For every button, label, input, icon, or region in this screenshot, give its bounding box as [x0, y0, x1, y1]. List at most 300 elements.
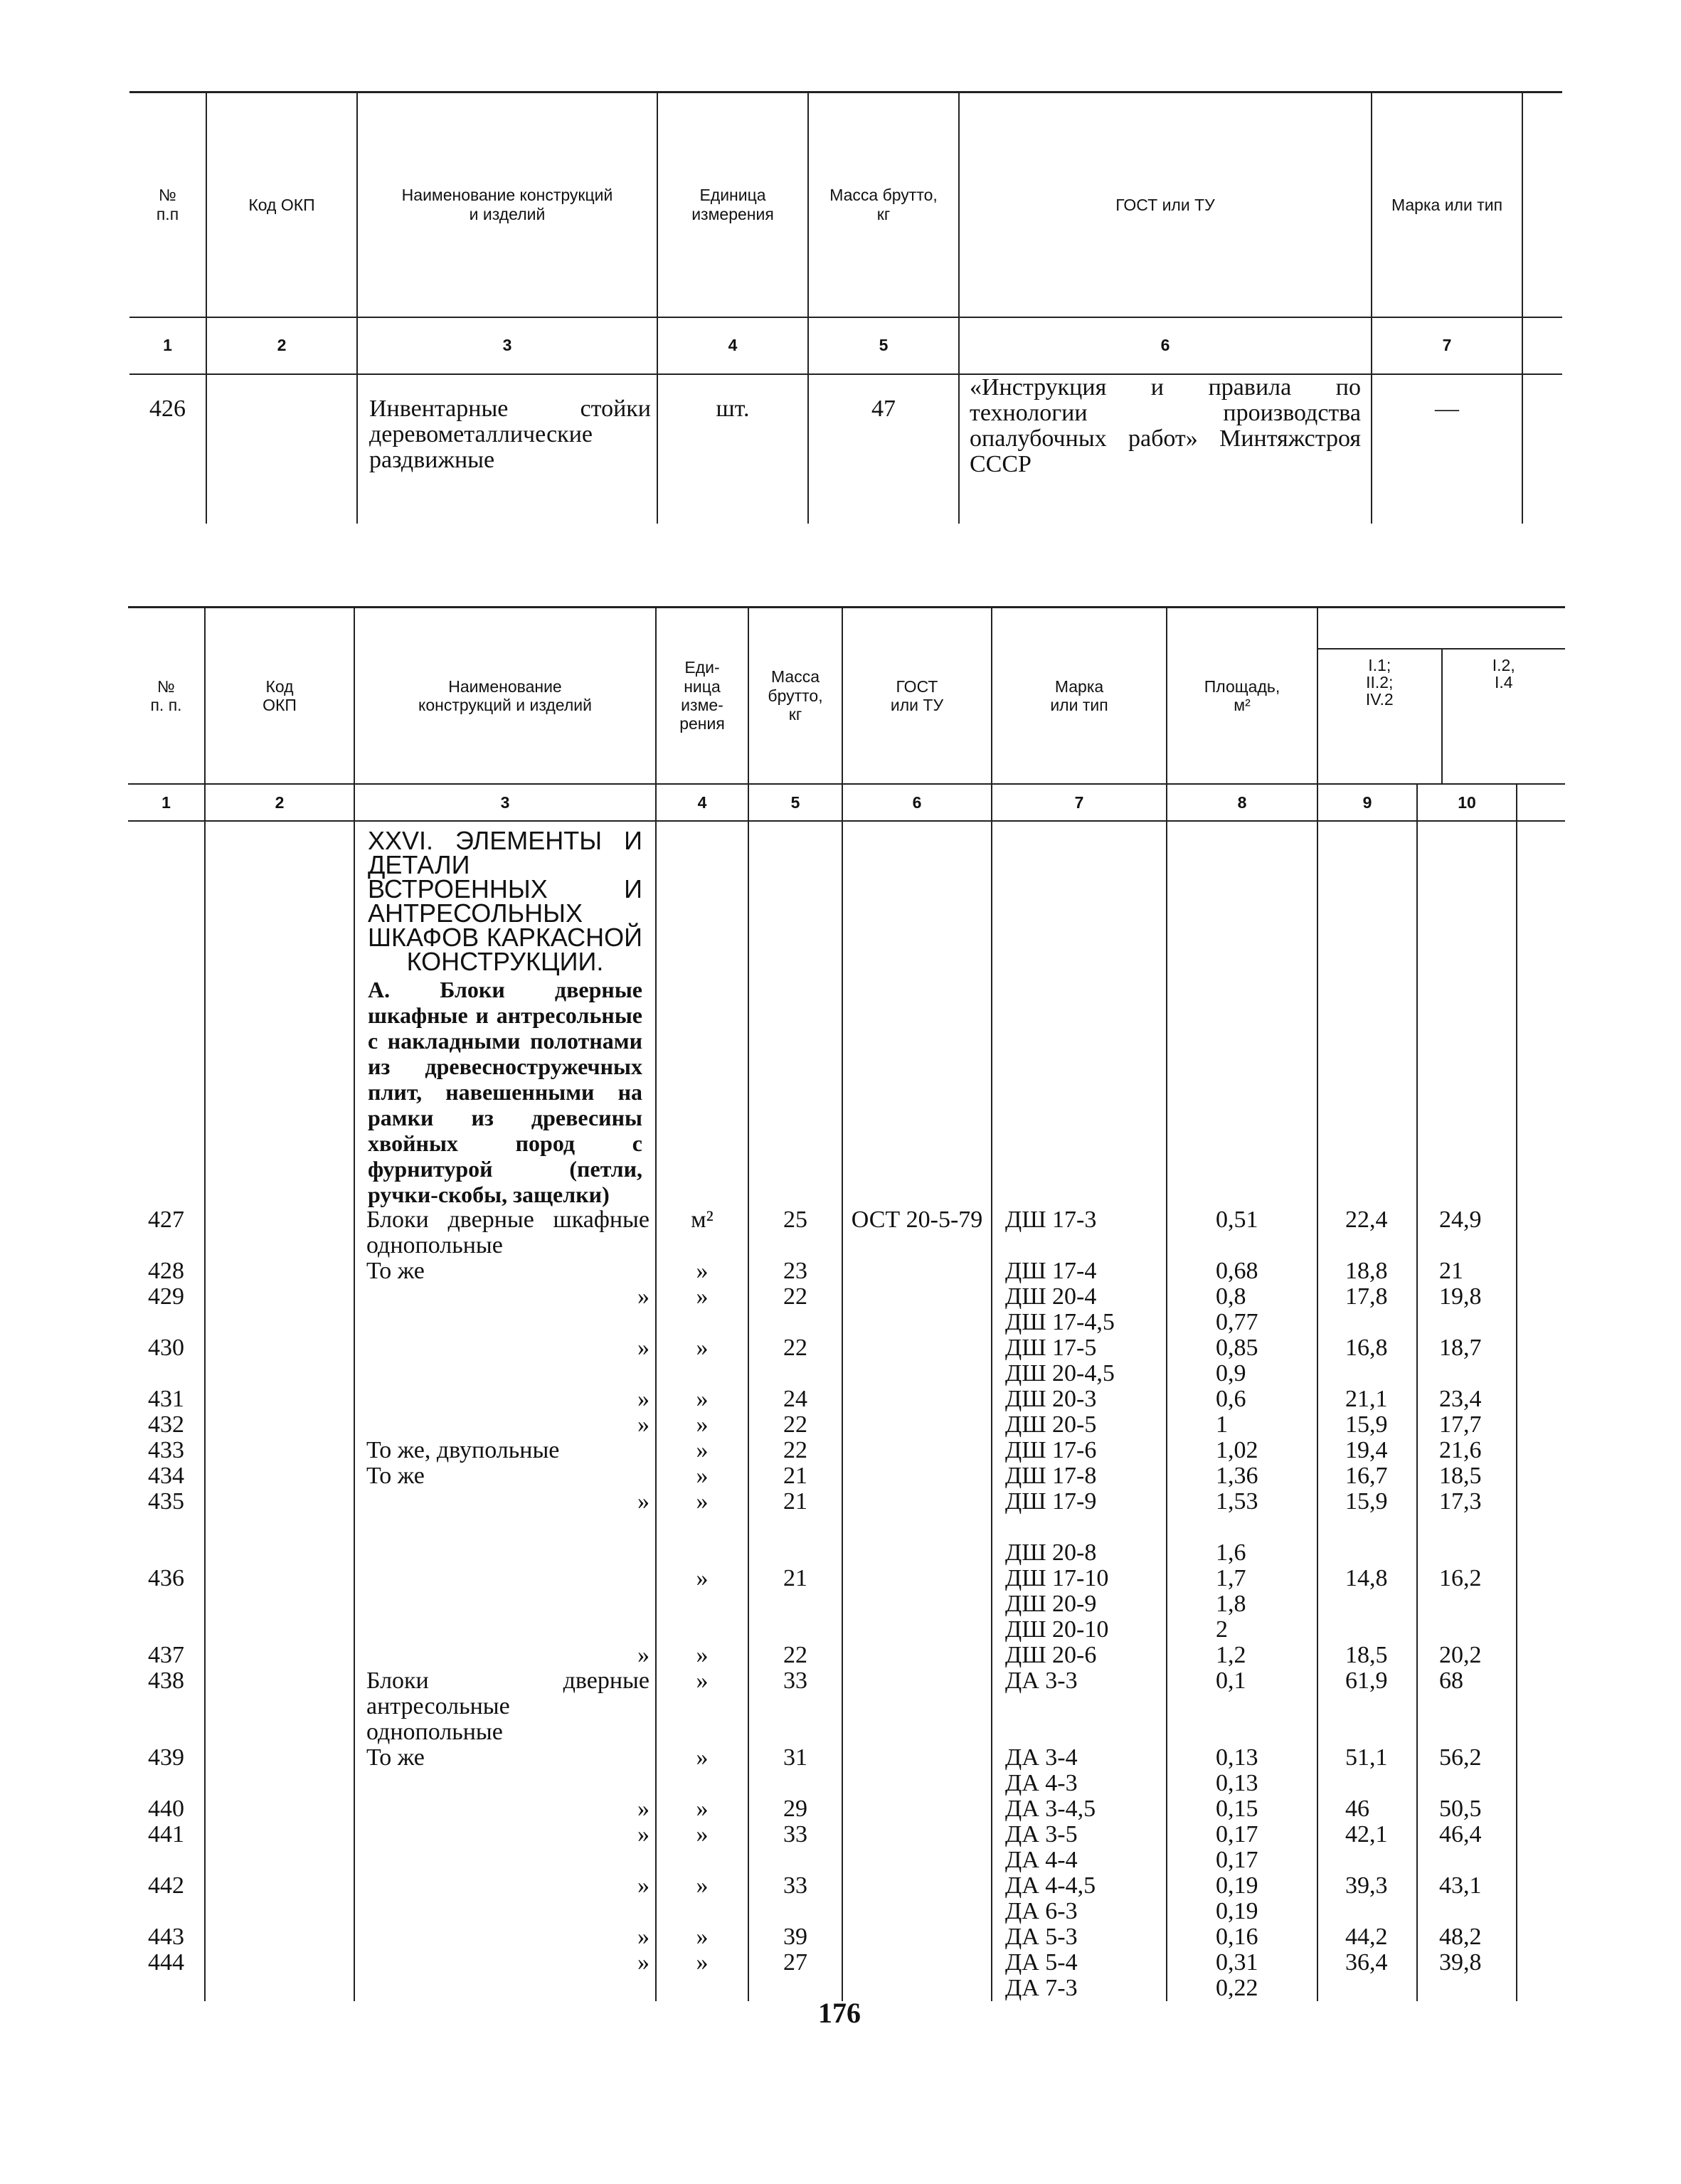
row-value-9: 36,4 — [1317, 1950, 1417, 2001]
t1-row-name: Инвентарные стойки деревометаллические раздвижные — [357, 374, 657, 524]
row-no: 438 — [148, 1668, 184, 1694]
header-line: № — [157, 677, 175, 696]
header-line: или тип — [1050, 696, 1108, 714]
row-unit: » — [656, 1335, 748, 1387]
header-line: конструкций и изделий — [418, 696, 592, 714]
row-value-9: 14,8 — [1317, 1566, 1417, 1643]
section-empty-cell — [656, 821, 748, 1207]
row-unit: » — [656, 1924, 748, 1950]
row-marks — [992, 1515, 1167, 1566]
section-empty-cell — [1417, 821, 1517, 1207]
row-marks — [992, 1950, 1167, 2001]
row-marks — [992, 1258, 1167, 1284]
row-unit: » — [656, 1463, 748, 1489]
row-areas — [1167, 1745, 1317, 1796]
row-mass: 21 — [748, 1463, 842, 1489]
area-item: 0,17 — [1216, 1847, 1258, 1873]
area-item: 1,36 — [1216, 1463, 1258, 1489]
area-item: 0,6 — [1216, 1386, 1246, 1412]
table-row — [128, 1745, 1565, 1796]
t2-header-group-top — [1318, 608, 1565, 650]
mark-item — [1005, 1515, 1166, 1540]
mark-item: ДШ 20-3 — [1005, 1386, 1097, 1412]
row-no: 436 — [148, 1565, 184, 1591]
row-areas — [1167, 1924, 1317, 1950]
row-blank — [1517, 1643, 1565, 1668]
row-value-10: 21,6 — [1417, 1438, 1517, 1463]
area-item — [1216, 1515, 1317, 1540]
row-no: 429 — [148, 1283, 184, 1310]
table-row — [128, 1822, 1565, 1873]
table-row — [128, 1796, 1565, 1822]
row-value-9: 21,1 — [1317, 1387, 1417, 1412]
row-areas — [1167, 1489, 1317, 1515]
row-gost — [842, 1515, 992, 1566]
row-name: » — [354, 1412, 656, 1438]
area-item: 1,8 — [1216, 1591, 1246, 1617]
t2-colnum-3: 3 — [354, 784, 656, 821]
t1-row-gost: «Инструкция и правила по технологии производства опалубочных работ» Минтяжстроя СССР — [959, 374, 1372, 524]
row-marks — [992, 1822, 1167, 1873]
mark-item: ДА 3-5 — [1005, 1821, 1078, 1848]
t2-header-gost — [842, 608, 992, 785]
row-name: » — [354, 1873, 656, 1924]
row-gost: ОСТ 20-5-79 — [842, 1207, 992, 1258]
header-line: и изделий — [469, 204, 546, 223]
header-line: кг — [788, 705, 802, 724]
row-okp — [205, 1258, 354, 1284]
page-number: 176 — [818, 1997, 861, 2029]
row-name: Блоки дверные шкафные однопольные — [354, 1207, 656, 1258]
header-line: Код — [265, 677, 294, 696]
row-areas — [1167, 1284, 1317, 1335]
t1-header-mass — [808, 92, 959, 317]
table-row — [128, 1335, 1565, 1387]
row-marks — [992, 1873, 1167, 1924]
row-areas — [1167, 1643, 1317, 1668]
t1-row-unit: шт. — [657, 374, 808, 524]
row-unit: » — [656, 1950, 748, 2001]
t2-colnum-8: 8 — [1167, 784, 1317, 821]
area-item: 1,7 — [1216, 1565, 1246, 1591]
row-value-9: 15,9 — [1317, 1412, 1417, 1438]
mark-item: ДШ 17-8 — [1005, 1463, 1097, 1489]
mark-item: ДШ 17-4 — [1005, 1258, 1097, 1284]
row-marks — [992, 1668, 1167, 1745]
row-value-10: 20,2 — [1417, 1643, 1517, 1668]
row-okp — [205, 1515, 354, 1566]
row-no: 432 — [148, 1411, 184, 1438]
row-areas — [1167, 1438, 1317, 1463]
row-blank — [1517, 1566, 1565, 1643]
mark-item: ДА 5-3 — [1005, 1924, 1078, 1950]
table1-colnum-row — [129, 317, 1562, 374]
row-no: 441 — [148, 1821, 184, 1848]
row-no: 433 — [148, 1437, 184, 1463]
row-no: 442 — [148, 1872, 184, 1899]
section-empty-cell — [128, 821, 205, 1207]
row-okp — [205, 1566, 354, 1643]
row-okp — [205, 1643, 354, 1668]
row-blank — [1517, 1822, 1565, 1873]
section-empty-cell — [1317, 821, 1417, 1207]
table-row — [128, 1566, 1565, 1643]
header-line: п.п — [156, 204, 179, 223]
t1-colnum-7: 7 — [1372, 317, 1522, 374]
area-item: 1,02 — [1216, 1437, 1258, 1463]
row-no — [128, 1515, 205, 1566]
row-blank — [1517, 1745, 1565, 1796]
section-empty-cell — [205, 821, 354, 1207]
area-item: 0,1 — [1216, 1668, 1246, 1694]
row-unit: » — [656, 1643, 748, 1668]
t2-header-name — [354, 608, 656, 785]
area-item: 1 — [1216, 1411, 1228, 1438]
row-value-10: 21 — [1417, 1258, 1517, 1284]
header-line: изме- — [681, 696, 723, 714]
section-empty-cell — [748, 821, 842, 1207]
table1-header-row — [129, 92, 1562, 317]
section-row — [128, 821, 1565, 1207]
header-line: I.4 — [1494, 673, 1513, 692]
mark-item: ДА 3-4,5 — [1005, 1796, 1096, 1822]
table2-header-row — [128, 608, 1565, 785]
row-mass: 24 — [748, 1387, 842, 1412]
header-line: Марка — [1054, 677, 1104, 696]
row-mass: 22 — [748, 1643, 842, 1668]
header-line: Наименование конструкций — [401, 186, 613, 205]
row-gost — [842, 1438, 992, 1463]
t1-colnum-4: 4 — [657, 317, 808, 374]
area-item: 0,31 — [1216, 1949, 1258, 1976]
row-value-10: 17,7 — [1417, 1412, 1517, 1438]
area-item: 0,9 — [1216, 1360, 1246, 1387]
area-item: 1,2 — [1216, 1642, 1246, 1668]
row-no: 439 — [148, 1744, 184, 1771]
row-gost — [842, 1387, 992, 1412]
table-row — [128, 1873, 1565, 1924]
row-gost — [842, 1258, 992, 1284]
table-row — [128, 1207, 1565, 1258]
t2-header-okp — [205, 608, 354, 785]
row-value-9: 16,7 — [1317, 1463, 1417, 1489]
row-value-10: 16,2 — [1417, 1566, 1517, 1643]
row-gost — [842, 1822, 992, 1873]
header-line: I.1; — [1368, 656, 1391, 674]
t2-colnum-1: 1 — [128, 784, 205, 821]
mark-item: ДШ 20-6 — [1005, 1642, 1097, 1668]
row-mass — [748, 1515, 842, 1566]
header-line: Площадь, — [1204, 677, 1280, 696]
header-line: № — [159, 186, 176, 205]
row-areas — [1167, 1796, 1317, 1822]
table-row — [128, 1284, 1565, 1335]
row-okp — [205, 1463, 354, 1489]
row-areas — [1167, 1387, 1317, 1412]
row-name: То же, двупольные — [354, 1438, 656, 1463]
t2-colnum-10: 10 — [1417, 784, 1517, 821]
row-no: 428 — [148, 1258, 184, 1284]
header-line: Еди- — [684, 658, 720, 677]
row-value-10 — [1417, 1515, 1517, 1566]
t2-header-sub9 — [1318, 650, 1443, 783]
area-item: 0,13 — [1216, 1744, 1258, 1771]
row-areas — [1167, 1873, 1317, 1924]
mark-item: ДА 4-4 — [1005, 1847, 1078, 1873]
area-item: 0,77 — [1216, 1309, 1258, 1335]
row-mass: 22 — [748, 1284, 842, 1335]
row-mass: 23 — [748, 1258, 842, 1284]
area-item: 0,19 — [1216, 1898, 1258, 1924]
t1-row-mass: 47 — [808, 374, 959, 524]
t2-header-group — [1317, 608, 1565, 785]
row-blank — [1517, 1950, 1565, 2001]
table-row — [129, 374, 1562, 524]
row-name: То же — [354, 1745, 656, 1796]
t2-header-area — [1167, 608, 1317, 785]
section-empty-cell — [842, 821, 992, 1207]
header-line: Марка или тип — [1391, 195, 1503, 214]
row-okp — [205, 1284, 354, 1335]
t1-row-blank — [1522, 374, 1562, 524]
row-unit: » — [656, 1258, 748, 1284]
row-unit: » — [656, 1796, 748, 1822]
row-mass: 22 — [748, 1335, 842, 1387]
row-gost — [842, 1284, 992, 1335]
row-marks — [992, 1207, 1167, 1258]
row-value-9: 22,4 — [1317, 1207, 1417, 1258]
header-line: Код ОКП — [248, 195, 315, 214]
table2-colnum-row — [128, 784, 1565, 821]
row-value-9: 61,9 — [1317, 1668, 1417, 1745]
row-blank — [1517, 1924, 1565, 1950]
row-blank — [1517, 1258, 1565, 1284]
header-line: или ТУ — [890, 696, 944, 714]
row-value-9: 19,4 — [1317, 1438, 1417, 1463]
row-mass: 22 — [748, 1438, 842, 1463]
row-okp — [205, 1950, 354, 2001]
row-blank — [1517, 1463, 1565, 1489]
t1-header-okp — [206, 92, 357, 317]
row-mass: 33 — [748, 1873, 842, 1924]
row-value-9: 39,3 — [1317, 1873, 1417, 1924]
row-gost — [842, 1668, 992, 1745]
t1-colnum-3: 3 — [357, 317, 657, 374]
mark-item: ДШ 20-5 — [1005, 1411, 1097, 1438]
row-marks — [992, 1387, 1167, 1412]
row-unit: м² — [656, 1207, 748, 1258]
row-name: » — [354, 1335, 656, 1387]
row-value-9: 46 — [1317, 1796, 1417, 1822]
mark-item: ДА 3-3 — [1005, 1668, 1078, 1694]
row-unit: » — [656, 1489, 748, 1515]
table-row — [128, 1463, 1565, 1489]
row-mass: 25 — [748, 1207, 842, 1258]
area-item: 0,51 — [1216, 1207, 1258, 1233]
mark-item: ДШ 17-3 — [1005, 1207, 1097, 1233]
t2-colnum-9: 9 — [1317, 784, 1417, 821]
t2-colnum-5: 5 — [748, 784, 842, 821]
row-okp — [205, 1796, 354, 1822]
area-item: 0,13 — [1216, 1770, 1258, 1796]
row-gost — [842, 1566, 992, 1643]
row-value-10: 39,8 — [1417, 1950, 1517, 2001]
row-value-10: 23,4 — [1417, 1387, 1517, 1412]
row-okp — [205, 1873, 354, 1924]
row-gost — [842, 1924, 992, 1950]
t2-header-no — [128, 608, 205, 785]
section-empty-cell — [1167, 821, 1317, 1207]
row-marks — [992, 1924, 1167, 1950]
mark-item: ДШ 20-8 — [1005, 1539, 1097, 1566]
t1-row-mark: — — [1372, 374, 1522, 524]
row-marks — [992, 1463, 1167, 1489]
row-mass: 33 — [748, 1822, 842, 1873]
t1-header-gost — [959, 92, 1372, 317]
row-unit: » — [656, 1412, 748, 1438]
t2-colnum-6: 6 — [842, 784, 992, 821]
t2-colnum-7: 7 — [992, 784, 1167, 821]
row-blank — [1517, 1489, 1565, 1515]
table-row — [128, 1412, 1565, 1438]
row-areas — [1167, 1822, 1317, 1873]
section-empty-cell — [1517, 821, 1565, 1207]
table2-body — [128, 821, 1565, 2001]
row-unit: » — [656, 1438, 748, 1463]
row-name: То же — [354, 1258, 656, 1284]
mark-item: ДА 4-4,5 — [1005, 1872, 1096, 1899]
row-marks — [992, 1566, 1167, 1643]
row-unit: » — [656, 1566, 748, 1643]
row-areas — [1167, 1950, 1317, 2001]
table-row — [128, 1489, 1565, 1515]
row-unit: » — [656, 1873, 748, 1924]
t1-colnum-6: 6 — [959, 317, 1372, 374]
area-item: 0,17 — [1216, 1821, 1258, 1848]
header-line: Единица — [699, 186, 766, 205]
t1-header-unit — [657, 92, 808, 317]
mark-item: ДШ 20-4,5 — [1005, 1360, 1115, 1387]
header-line: ГОСТ — [896, 677, 938, 696]
row-no: 427 — [148, 1207, 184, 1233]
row-value-10: 24,9 — [1417, 1207, 1517, 1258]
row-areas — [1167, 1515, 1317, 1566]
row-marks — [992, 1284, 1167, 1335]
row-value-10: 18,5 — [1417, 1463, 1517, 1489]
row-blank — [1517, 1284, 1565, 1335]
t1-header-mark — [1372, 92, 1522, 317]
row-value-10: 17,3 — [1417, 1489, 1517, 1515]
header-line: IV.2 — [1365, 690, 1394, 709]
row-okp — [205, 1745, 354, 1796]
area-item: 0,85 — [1216, 1335, 1258, 1361]
row-areas — [1167, 1258, 1317, 1284]
row-value-10: 56,2 — [1417, 1745, 1517, 1796]
row-mass: 21 — [748, 1489, 842, 1515]
section-cell — [354, 821, 656, 1207]
row-areas — [1167, 1207, 1317, 1258]
row-no: 440 — [148, 1796, 184, 1822]
t1-colnum-5: 5 — [808, 317, 959, 374]
section-title: XXVI. ЭЛЕМЕНТЫ И ДЕТАЛИ ВСТРОЕННЫХ И АНТРЕСОЛЬНЫХ ШКАФОВ КАРКАСНОЙ КОНСТРУКЦИИ. — [368, 826, 642, 976]
row-mass: 33 — [748, 1668, 842, 1745]
row-value-10: 68 — [1417, 1668, 1517, 1745]
row-okp — [205, 1387, 354, 1412]
header-line: ГОСТ или ТУ — [1115, 195, 1215, 214]
area-item: 1,53 — [1216, 1488, 1258, 1515]
area-item: 1,6 — [1216, 1539, 1246, 1566]
row-unit: » — [656, 1668, 748, 1745]
header-line: Масса — [770, 667, 820, 687]
mark-item: ДШ 17-10 — [1005, 1565, 1109, 1591]
mark-item: ДА 4-3 — [1005, 1770, 1078, 1796]
row-okp — [205, 1924, 354, 1950]
header-line: кг — [876, 204, 891, 223]
row-gost — [842, 1489, 992, 1515]
mark-item: ДА 5-4 — [1005, 1949, 1078, 1976]
row-blank — [1517, 1387, 1565, 1412]
header-line: ница — [684, 677, 721, 696]
area-item: 2 — [1216, 1616, 1228, 1643]
table-row — [128, 1515, 1565, 1566]
table-row — [128, 1668, 1565, 1745]
row-value-10: 50,5 — [1417, 1796, 1517, 1822]
row-gost — [842, 1950, 992, 2001]
t1-row-okp — [206, 374, 357, 524]
area-item: 0,16 — [1216, 1924, 1258, 1950]
row-name: » — [354, 1387, 656, 1412]
header-line: измерения — [691, 204, 774, 223]
mark-item: ДШ 17-4,5 — [1005, 1309, 1115, 1335]
mark-item: ДА 6-3 — [1005, 1898, 1078, 1924]
row-blank — [1517, 1335, 1565, 1387]
row-blank — [1517, 1668, 1565, 1745]
row-name: » — [354, 1643, 656, 1668]
header-line: I.2, — [1492, 656, 1515, 674]
header-line: брутто, — [768, 686, 823, 705]
area-item: 0,19 — [1216, 1872, 1258, 1899]
row-name: » — [354, 1950, 656, 2001]
row-areas — [1167, 1463, 1317, 1489]
row-name — [354, 1566, 656, 1643]
row-mass: 39 — [748, 1924, 842, 1950]
t1-row-no: 426 — [149, 395, 186, 422]
t2-header-unit — [656, 608, 748, 785]
area-item: 0,8 — [1216, 1283, 1246, 1310]
row-okp — [205, 1412, 354, 1438]
row-no: 443 — [148, 1924, 184, 1950]
header-line: ОКП — [263, 696, 297, 714]
row-gost — [842, 1873, 992, 1924]
t1-colnum-2: 2 — [206, 317, 357, 374]
row-name: » — [354, 1489, 656, 1515]
row-name — [354, 1515, 656, 1566]
area-item: 0,15 — [1216, 1796, 1258, 1822]
row-value-10: 48,2 — [1417, 1924, 1517, 1950]
row-gost — [842, 1335, 992, 1387]
row-value-9: 17,8 — [1317, 1284, 1417, 1335]
row-gost — [842, 1463, 992, 1489]
row-mass: 22 — [748, 1412, 842, 1438]
header-line: рения — [679, 714, 725, 733]
t1-header-no — [129, 92, 206, 317]
table-okp-stands — [129, 91, 1562, 524]
mark-item: ДА 7-3 — [1005, 1975, 1078, 2001]
section-subtitle: А. Блоки дверные шкафные и антресольные с накладными полотнами из древесностружечных плит, навешенными на рамки из древесины хвойных пород с фурнитурой (петли, ручки-скобы, защелки) — [368, 977, 642, 1207]
row-no: 434 — [148, 1463, 184, 1489]
row-okp — [205, 1822, 354, 1873]
row-marks — [992, 1412, 1167, 1438]
